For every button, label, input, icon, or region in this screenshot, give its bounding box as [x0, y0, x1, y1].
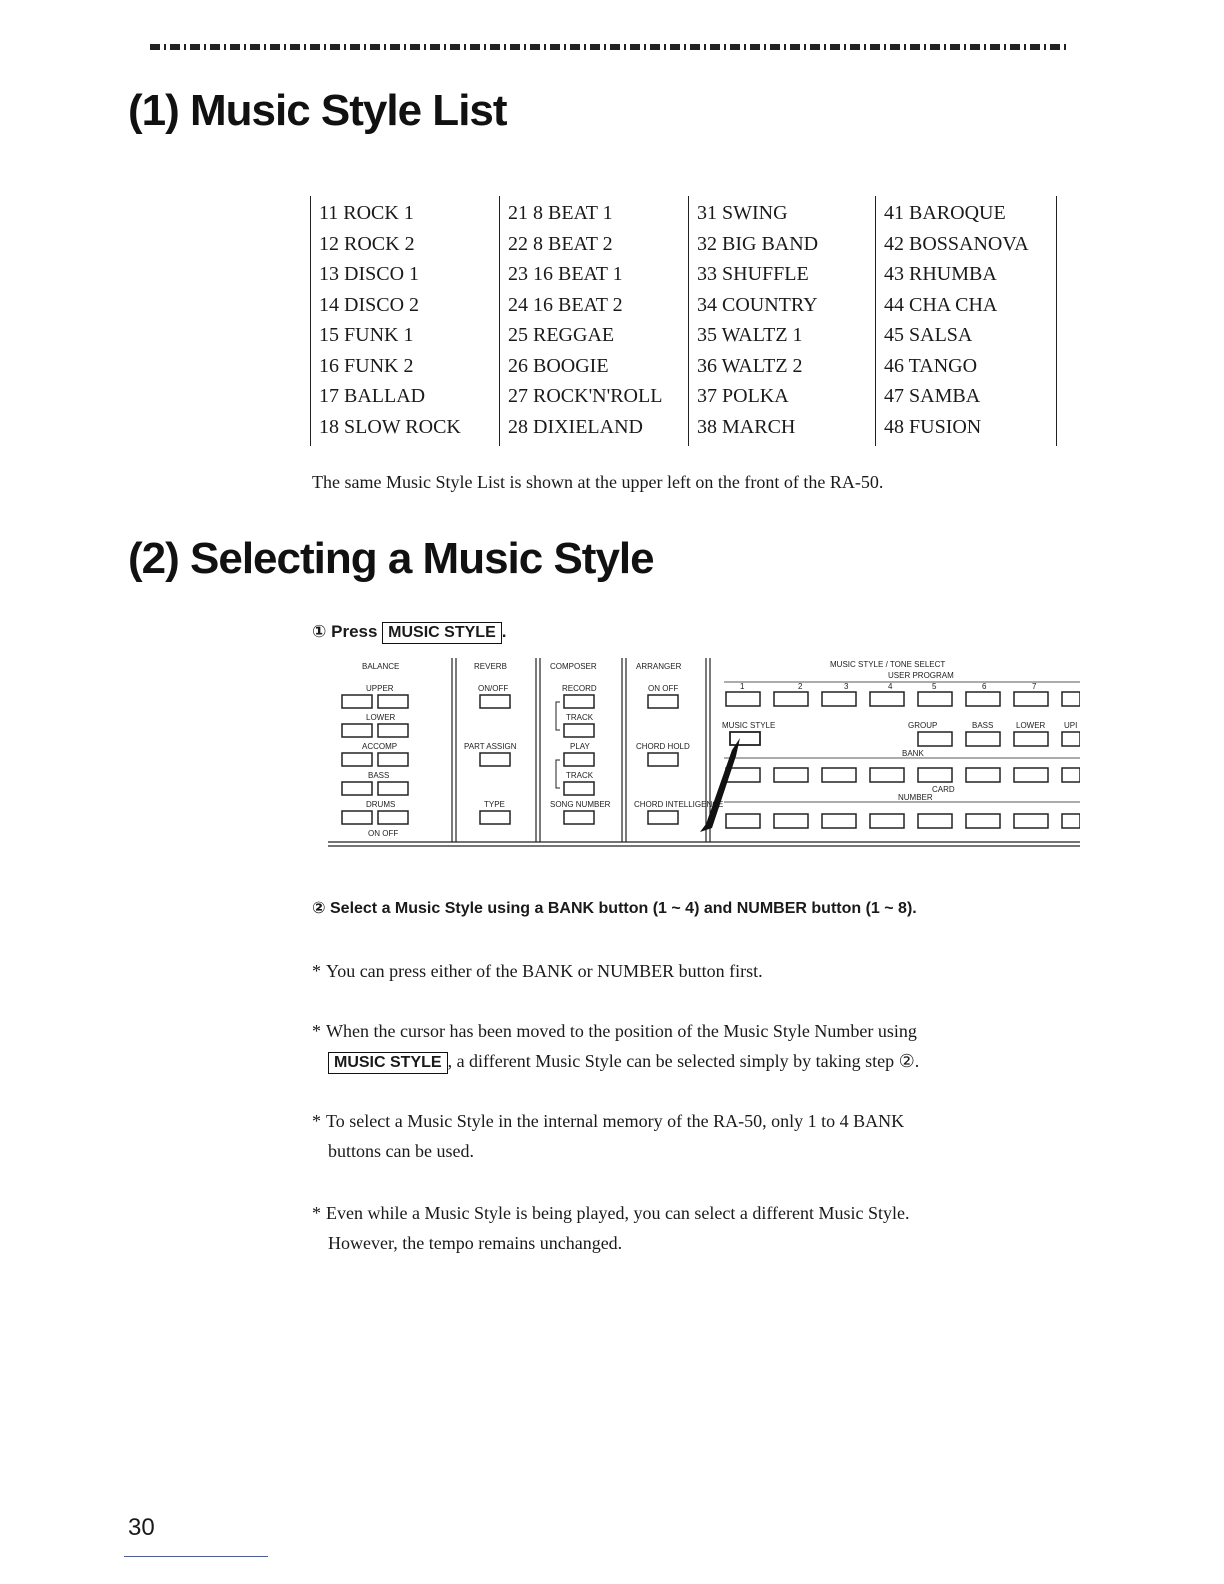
lower-up-button[interactable]	[378, 724, 408, 737]
bank-button-3[interactable]	[822, 768, 856, 782]
composer-label-song-number: SONG NUMBER	[550, 800, 611, 809]
panel-label-arranger: ARRANGER	[636, 662, 682, 671]
bank-button-5[interactable]	[918, 768, 952, 782]
reverb-type-button[interactable]	[480, 811, 510, 824]
number-button-3[interactable]	[822, 814, 856, 828]
reverb-label-on-off: ON/OFF	[478, 684, 509, 693]
bullet-4-line-1: Even while a Music Style is being played, you can select a different Music Style.	[326, 1203, 910, 1223]
number-row	[726, 814, 1080, 828]
part-assign-button[interactable]	[480, 753, 510, 766]
bullet-2-line-2-wrap	[312, 1046, 1072, 1076]
music-style-key-label-2: MUSIC STYLE	[328, 1052, 448, 1074]
style-list-item: 14 DISCO 2	[319, 293, 420, 316]
section-title-music-style-list: (1) Music Style List	[128, 86, 507, 135]
user-program-button-4[interactable]	[870, 692, 904, 706]
style-list-item: 44 CHA CHA	[884, 293, 998, 316]
style-list-item: 21 8 BEAT 1	[508, 202, 613, 224]
music-style-list-table	[310, 196, 1060, 446]
composer-group	[550, 684, 611, 824]
style-list-item: 46 TANGO	[884, 354, 978, 377]
step-1	[312, 622, 506, 644]
style-list-item: 47 SAMBA	[884, 385, 981, 407]
num-label-3: 3	[844, 682, 849, 691]
user-program-button-2[interactable]	[774, 692, 808, 706]
style-list-item: 17 BALLAD	[319, 385, 426, 407]
user-program-button-5[interactable]	[918, 692, 952, 706]
step-1-suffix: .	[501, 622, 507, 641]
balance-label-lower: LOWER	[366, 713, 396, 722]
number-button-4[interactable]	[870, 814, 904, 828]
user-program-button-6[interactable]	[966, 692, 1000, 706]
arranger-label-chord-hold: CHORD HOLD	[636, 742, 690, 751]
upper-down-button[interactable]	[342, 695, 372, 708]
arranger-on-off-button[interactable]	[648, 695, 678, 708]
bullet-2-line-1: When the cursor has been moved to the position of the Music Style Number using	[326, 1021, 917, 1041]
bullet-2	[312, 1016, 1072, 1076]
song-number-button[interactable]	[564, 811, 594, 824]
chord-hold-button[interactable]	[648, 753, 678, 766]
style-list-item: 45 SALSA	[884, 324, 973, 346]
balance-label-on-off: ON OFF	[368, 829, 399, 838]
user-program-button-7[interactable]	[1014, 692, 1048, 706]
style-list-item: 31 SWING	[697, 202, 788, 224]
style-column-1	[310, 196, 499, 446]
style-list-item: 23 16 BEAT 1	[508, 263, 623, 285]
user-program-button-8[interactable]	[1062, 692, 1080, 706]
number-button-5[interactable]	[918, 814, 952, 828]
music-style-button[interactable]	[730, 732, 760, 745]
reverb-label-type: TYPE	[484, 800, 505, 809]
num-label-5: 5	[932, 682, 937, 691]
lower-down-button[interactable]	[342, 724, 372, 737]
style-list-item: 41 BAROQUE	[884, 202, 1006, 224]
balance-label-accomp: ACCOMP	[362, 742, 398, 751]
music-style-key-label: MUSIC STYLE	[382, 622, 502, 644]
user-program-row	[726, 692, 1080, 706]
style-list-item: 42 BOSSANOVA	[884, 232, 1029, 255]
label-bank: BANK	[902, 749, 924, 758]
style-list-note: The same Music Style List is shown at the upper left on the front of the RA-50.	[312, 472, 884, 492]
style-list-item: 16 FUNK 2	[319, 354, 414, 377]
composer-label-play: PLAY	[570, 742, 590, 751]
bass-down-button[interactable]	[342, 782, 372, 795]
style-column-3	[688, 196, 875, 446]
bullet-4	[312, 1198, 1072, 1258]
step-1-prefix: ① Press	[312, 622, 378, 641]
decorative-top-rule	[150, 44, 1070, 50]
bank-button-7[interactable]	[1014, 768, 1048, 782]
number-button-2[interactable]	[774, 814, 808, 828]
bank-button-6[interactable]	[966, 768, 1000, 782]
style-list-item: 48 FUSION	[884, 415, 982, 438]
label-user-program: USER PROGRAM	[888, 671, 954, 680]
bank-button-2[interactable]	[774, 768, 808, 782]
panel-label-composer: COMPOSER	[550, 662, 597, 671]
user-program-button-3[interactable]	[822, 692, 856, 706]
balance-label-drums: DRUMS	[366, 800, 396, 809]
bank-button-8[interactable]	[1062, 768, 1080, 782]
play-button[interactable]	[564, 753, 594, 766]
composer-label-track-1: TRACK	[566, 713, 594, 722]
style-list-item: 26 BOOGIE	[508, 354, 609, 377]
style-list-item: 36 WALTZ 2	[697, 354, 803, 377]
style-list-item: 34 COUNTRY	[697, 293, 818, 316]
number-button-7[interactable]	[1014, 814, 1048, 828]
style-list-item: 38 MARCH	[697, 415, 796, 438]
label-group: GROUP	[908, 721, 938, 730]
bullet-2-mark: *	[312, 1021, 321, 1041]
bullet-4-line-2: However, the tempo remains unchanged.	[328, 1233, 623, 1253]
bass-part-button[interactable]	[966, 732, 1000, 746]
front-panel-diagram	[328, 652, 1080, 852]
style-list-item: 12 ROCK 2	[319, 232, 415, 255]
label-card: CARD	[932, 785, 955, 794]
balance-label-upper: UPPER	[366, 684, 394, 693]
style-column-4	[875, 196, 1057, 446]
num-label-2: 2	[798, 682, 803, 691]
bullet-3	[312, 1106, 1072, 1166]
panel-label-balance: BALANCE	[362, 662, 400, 671]
balance-label-bass: BASS	[368, 771, 390, 780]
number-labels	[740, 682, 1037, 691]
style-list-item: 43 RHUMBA	[884, 263, 997, 285]
bank-row	[726, 768, 1080, 782]
style-list-item: 15 FUNK 1	[319, 324, 414, 346]
num-label-6: 6	[982, 682, 987, 691]
label-upper: UPI	[1064, 721, 1078, 730]
footer-rule	[124, 1556, 268, 1557]
style-list-item: 18 SLOW ROCK	[319, 415, 461, 438]
bullet-3-line-1: To select a Music Style in the internal memory of the RA-50, only 1 to 4 BANK	[326, 1111, 905, 1131]
arranger-label-chord-intelligence: CHORD INTELLIGENCE	[634, 800, 724, 809]
num-label-1: 1	[740, 682, 745, 691]
accomp-up-button[interactable]	[378, 753, 408, 766]
label-bass: BASS	[972, 721, 994, 730]
reverb-on-off-button[interactable]	[480, 695, 510, 708]
track-button-1[interactable]	[564, 724, 594, 737]
tone-select-group	[700, 671, 1080, 832]
drums-on-button[interactable]	[342, 811, 372, 824]
composer-label-record: RECORD	[562, 684, 597, 693]
accomp-down-button[interactable]	[342, 753, 372, 766]
reverb-group	[464, 684, 517, 824]
style-list-item: 11 ROCK 1	[319, 202, 414, 224]
chord-intelligence-button[interactable]	[648, 811, 678, 824]
style-list-item: 24 16 BEAT 2	[508, 293, 623, 316]
balance-group	[342, 684, 408, 838]
bank-button-4[interactable]	[870, 768, 904, 782]
bullet-1-mark: *	[312, 961, 321, 981]
reverb-label-part-assign: PART ASSIGN	[464, 742, 517, 751]
page-number: 30	[128, 1514, 155, 1541]
label-lower: LOWER	[1016, 721, 1046, 730]
upper-up-button[interactable]	[378, 695, 408, 708]
style-list-item: 25 REGGAE	[508, 324, 615, 346]
group-button[interactable]	[918, 732, 952, 746]
bullet-1	[312, 956, 1072, 986]
style-list-item: 22 8 BEAT 2	[508, 232, 613, 255]
record-button[interactable]	[564, 695, 594, 708]
bullet-4-mark: *	[312, 1203, 321, 1223]
panel-label-reverb: REVERB	[474, 662, 507, 671]
bullet-3-mark: *	[312, 1111, 321, 1131]
bass-up-button[interactable]	[378, 782, 408, 795]
style-list-item: 35 WALTZ 1	[697, 324, 803, 346]
label-number: NUMBER	[898, 793, 933, 802]
step-2: ② Select a Music Style using a BANK button (1 ~ 4) and NUMBER button (1 ~ 8).	[312, 900, 917, 917]
section-title-selecting-music-style: (2) Selecting a Music Style	[128, 534, 654, 583]
num-label-4: 4	[888, 682, 893, 691]
style-list-item: 27 ROCK'N'ROLL	[508, 385, 663, 407]
bullet-3-line-2: buttons can be used.	[328, 1141, 474, 1161]
drums-off-button[interactable]	[378, 811, 408, 824]
number-button-8[interactable]	[1062, 814, 1080, 828]
upper-part-button[interactable]	[1062, 732, 1080, 746]
label-music-style: MUSIC STYLE	[722, 721, 776, 730]
track-button-2[interactable]	[564, 782, 594, 795]
style-column-2	[499, 196, 688, 446]
bullet-2-line-2: , a different Music Style can be selected simply by taking step ②.	[447, 1051, 920, 1071]
style-list-item: 28 DIXIELAND	[508, 415, 643, 438]
style-list-item: 32 BIG BAND	[697, 232, 819, 255]
number-button-6[interactable]	[966, 814, 1000, 828]
style-list-item: 13 DISCO 1	[319, 263, 420, 285]
style-list-item: 33 SHUFFLE	[697, 263, 809, 285]
panel-label-music-style-tone-select: MUSIC STYLE / TONE SELECT	[830, 660, 946, 669]
panel-svg	[328, 652, 1080, 852]
bullet-1-text: You can press either of the BANK or NUMBER button first.	[326, 961, 763, 981]
user-program-button-1[interactable]	[726, 692, 760, 706]
arranger-label-on-off: ON OFF	[648, 684, 679, 693]
composer-label-track-2: TRACK	[566, 771, 594, 780]
style-list-item: 37 POLKA	[697, 385, 789, 407]
number-button-1[interactable]	[726, 814, 760, 828]
num-label-7: 7	[1032, 682, 1037, 691]
lower-part-button[interactable]	[1014, 732, 1048, 746]
